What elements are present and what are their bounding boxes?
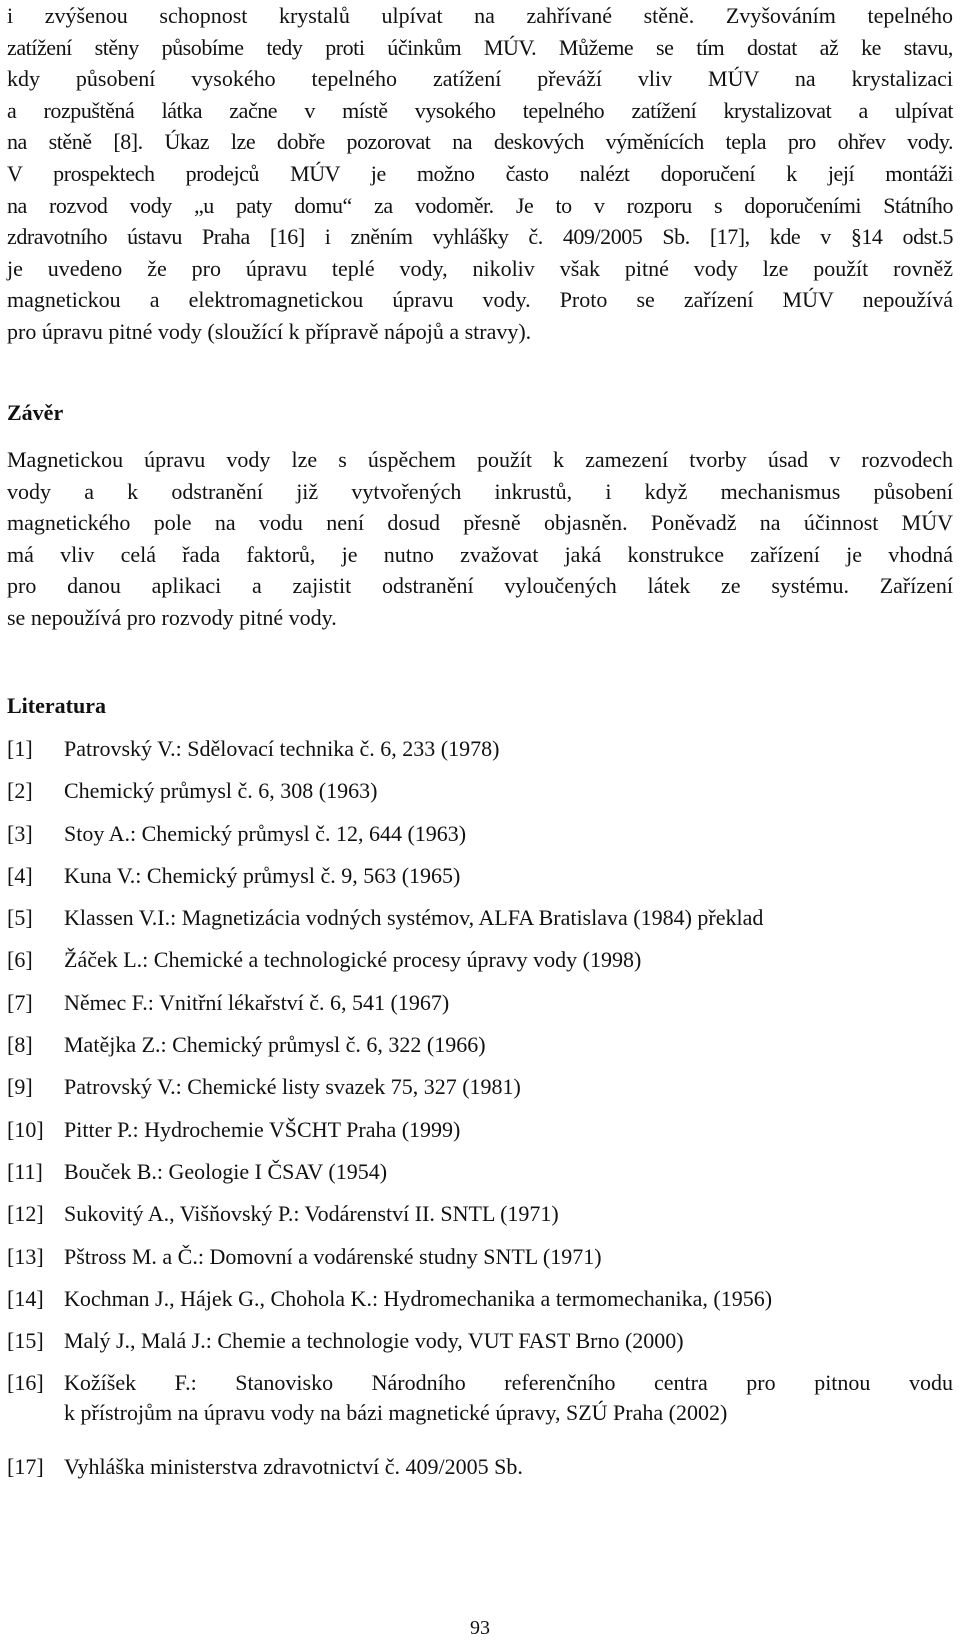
reference-item bbox=[7, 776, 953, 818]
reference-number: [11] bbox=[7, 1158, 43, 1184]
reference-item bbox=[7, 1284, 953, 1326]
reference-text bbox=[64, 1368, 953, 1428]
reference-text: Bouček B.: Geologie I ČSAV (1954) bbox=[64, 1158, 388, 1184]
reference-text: Matějka Z.: Chemický průmysl č. 6, 322 (1966) bbox=[64, 1032, 486, 1058]
reference-number: [13] bbox=[7, 1243, 44, 1269]
text-line: kdy působení vysokého tepelného zatížení převáží vliv MÚV na krystalizaci bbox=[7, 66, 953, 92]
reference-item bbox=[7, 1452, 953, 1494]
reference-text: Žáček L.: Chemické a technologické procesy úpravy vody (1998) bbox=[64, 947, 642, 973]
text-line: zdravotního ústavu Praha [16] i zněním vyhlášky č. 409/2005 Sb. [17], kde v §14 odst.5 bbox=[7, 224, 953, 250]
reference-item bbox=[7, 1072, 953, 1114]
reference-number: [6] bbox=[7, 947, 33, 973]
reference-item bbox=[7, 988, 953, 1030]
reference-item bbox=[7, 819, 953, 861]
reference-number: [12] bbox=[7, 1201, 44, 1227]
reference-item bbox=[7, 1030, 953, 1072]
reference-text: Pštross M. a Č.: Domovní a vodárenské studny SNTL (1971) bbox=[64, 1243, 602, 1269]
reference-text-line: k přístrojům na úpravu vody na bázi magnetické úpravy, SZÚ Praha (2002) bbox=[64, 1400, 728, 1426]
text-line: zatížení stěny působíme tedy proti účinkům MÚV. Můžeme se tím dostat až ke stavu, bbox=[7, 34, 953, 60]
reference-text: Patrovský V.: Sdělovací technika č. 6, 233 (1978) bbox=[64, 736, 500, 761]
section-heading-literature: Literatura bbox=[7, 693, 106, 718]
reference-text: Kuna V.: Chemický průmysl č. 9, 563 (1965) bbox=[64, 862, 461, 888]
reference-number: [1] bbox=[7, 736, 33, 761]
text-line: se nepoužívá pro rozvody pitné vody. bbox=[7, 604, 337, 630]
reference-item bbox=[7, 945, 953, 987]
reference-text: Kochman J., Hájek G., Chohola K.: Hydromechanika a termomechanika, (1956) bbox=[64, 1285, 773, 1311]
reference-item bbox=[7, 1368, 953, 1440]
reference-text: Chemický průmysl č. 6, 308 (1963) bbox=[64, 778, 378, 804]
text-line: magnetického pole na vodu není dosud přesně objasněn. Poněvadž na účinnost MÚV bbox=[7, 510, 953, 536]
reference-number: [14] bbox=[7, 1285, 44, 1311]
text-line: na rozvod vody „u paty domu“ za vodoměr. Je to v rozporu s doporučeními Státního bbox=[7, 192, 953, 218]
section-heading-conclusion: Závěr bbox=[7, 400, 64, 425]
reference-text: Vyhláška ministerstva zdravotnictví č. 409/2005 Sb. bbox=[64, 1454, 523, 1480]
reference-item bbox=[7, 903, 953, 945]
reference-text: Malý J., Malá J.: Chemie a technologie vody, VUT FAST Brno (2000) bbox=[64, 1328, 684, 1354]
text-line: Magnetickou úpravu vody lze s úspěchem použít k zamezení tvorby úsad v rozvodech bbox=[7, 447, 953, 472]
reference-number: [7] bbox=[7, 989, 33, 1015]
reference-item bbox=[7, 1242, 953, 1284]
reference-list bbox=[7, 734, 953, 1495]
text-line: má vliv celá řada faktorů, je nutno zvažovat jaká konstrukce zařízení je vhodná bbox=[7, 541, 953, 567]
reference-text: Stoy A.: Chemický průmysl č. 12, 644 (1963) bbox=[64, 820, 467, 846]
text-line: i zvýšenou schopnost krystalů ulpívat na zahřívané stěně. Zvyšováním tepelného bbox=[7, 3, 953, 28]
page-number: 93 bbox=[470, 1617, 490, 1639]
text-line: a rozpuštěná látka začne v místě vysokého tepelného zatížení krystalizovat a ulpívat bbox=[7, 97, 953, 123]
text-line: pro úpravu pitné vody (sloužící k přípravě nápojů a stravy). bbox=[7, 318, 532, 344]
reference-text: Patrovský V.: Chemické listy svazek 75, 327 (1981) bbox=[64, 1074, 521, 1100]
reference-text: Němec F.: Vnitřní lékařství č. 6, 541 (1967) bbox=[64, 989, 450, 1015]
reference-number: [2] bbox=[7, 778, 33, 804]
reference-number: [5] bbox=[7, 905, 33, 931]
reference-item bbox=[7, 734, 953, 776]
text-line: na stěně [8]. Úkaz lze dobře pozorovat na deskových výměnících tepla pro ohřev vody. bbox=[7, 129, 953, 155]
text-line: je uvedeno že pro úpravu teplé vody, nikoliv však pitné vody lze použít rovněž bbox=[7, 255, 953, 281]
text-line: vody a k odstranění již vytvořených inkrustů, i když mechanismus působení bbox=[7, 478, 953, 504]
reference-item bbox=[7, 1115, 953, 1157]
reference-number: [4] bbox=[7, 862, 33, 888]
reference-item bbox=[7, 1199, 953, 1241]
reference-number: [17] bbox=[7, 1454, 44, 1480]
reference-number: [16] bbox=[7, 1370, 44, 1396]
body-paragraph bbox=[7, 0, 953, 348]
conclusion-paragraph bbox=[7, 444, 953, 634]
reference-item bbox=[7, 861, 953, 903]
reference-number: [15] bbox=[7, 1328, 44, 1354]
reference-number: [3] bbox=[7, 820, 33, 846]
reference-number: [10] bbox=[7, 1116, 44, 1142]
reference-item bbox=[7, 1326, 953, 1368]
text-line: V prospektech prodejců MÚV je možno často nalézt doporučení k její montáži bbox=[7, 160, 953, 186]
reference-number: [9] bbox=[7, 1074, 33, 1100]
reference-text: Pitter P.: Hydrochemie VŠCHT Praha (1999) bbox=[64, 1116, 461, 1142]
reference-text-line: Kožíšek F.: Stanovisko Národního referenčního centra pro pitnou vodu bbox=[64, 1370, 953, 1396]
reference-text: Klassen V.I.: Magnetizácia vodných systémov, ALFA Bratislava (1984) překlad bbox=[64, 905, 764, 931]
reference-text: Sukovitý A., Višňovský P.: Vodárenství II. SNTL (1971) bbox=[64, 1201, 559, 1227]
text-line: pro danou aplikaci a zajistit odstranění vyloučených látek ze systému. Zařízení bbox=[7, 573, 953, 599]
reference-item bbox=[7, 1157, 953, 1199]
reference-number: [8] bbox=[7, 1032, 33, 1058]
text-line: magnetickou a elektromagnetickou úpravu vody. Proto se zařízení MÚV nepoužívá bbox=[7, 287, 953, 313]
